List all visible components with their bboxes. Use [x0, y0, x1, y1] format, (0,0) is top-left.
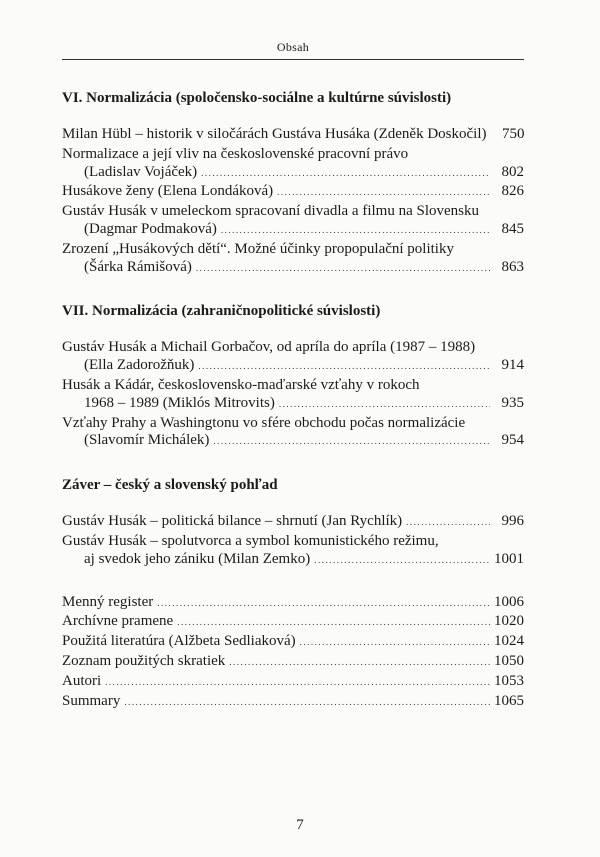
toc-page-number: 1006 — [494, 593, 524, 610]
toc-entry-text: aj svedok jeho zániku (Milan Zemko) — [84, 550, 311, 567]
toc-entry[interactable] — [62, 146, 524, 183]
toc-entry-title-line — [62, 126, 524, 145]
section-title: VII. Normalizácia (zahraničnopolitické súvislosti) — [62, 303, 381, 320]
toc-entry[interactable] — [62, 533, 524, 570]
toc-entry-text: Gustáv Husák – politická bilance – shrnutí (Jan Rychlík) — [62, 513, 403, 530]
toc-entry-list — [62, 513, 524, 569]
toc-entry-title-line — [62, 613, 524, 632]
dot-leader — [177, 614, 490, 632]
toc-entry-text: (Šárka Rámišová) — [84, 258, 192, 275]
toc-entry-text: (Ella Zadorožňuk) — [84, 357, 195, 374]
toc-entry-text: Gustáv Husák v umeleckom spracovaní divadla a filmu na Slovensku — [62, 203, 479, 220]
toc-entry-title-line — [62, 339, 524, 357]
toc-entry-continuation-line — [62, 164, 524, 183]
toc-entry[interactable] — [62, 415, 524, 452]
toc-entry-text: Archívne pramene — [62, 613, 174, 630]
toc-entry-continuation-line — [62, 395, 524, 414]
toc-entry[interactable] — [62, 633, 524, 652]
toc-page-number: 1001 — [494, 550, 524, 567]
toc-entry-title-line — [62, 693, 524, 712]
toc-entry-text: Autori — [62, 672, 102, 689]
toc-entry-text: Zrození „Husákových dětí“. Možné účinky propopulační politiky — [62, 240, 454, 257]
page-number: 7 — [296, 817, 304, 833]
toc-entry-text: Vzťahy Prahy a Washingtonu vo sfére obchodu počas normalizácie — [62, 414, 466, 431]
toc-entry-text: Husákove ženy (Elena Londáková) — [62, 183, 274, 200]
running-header: Obsah — [276, 40, 310, 54]
dot-leader — [221, 222, 490, 240]
dot-leader — [229, 654, 490, 672]
dot-leader — [157, 595, 490, 613]
dot-leader — [105, 674, 490, 692]
toc-entry-continuation-line — [62, 432, 524, 451]
dot-leader — [406, 514, 490, 532]
toc-entry-title-line — [62, 377, 524, 395]
toc-entry[interactable] — [62, 203, 524, 240]
toc-entry[interactable] — [62, 183, 524, 202]
toc-entry[interactable] — [62, 613, 524, 632]
dot-leader — [201, 165, 490, 183]
toc-entry-text: 1968 – 1989 (Miklós Mitrovits) — [84, 394, 275, 411]
toc-entry-title-line — [62, 513, 524, 532]
table-of-contents — [62, 88, 524, 735]
toc-entry-continuation-line — [62, 551, 524, 570]
toc-entry-continuation-line — [62, 221, 524, 240]
dot-leader — [196, 260, 490, 278]
toc-entry-title-line — [62, 633, 524, 652]
dot-leader — [124, 694, 490, 712]
toc-entry[interactable] — [62, 513, 524, 532]
toc-entry[interactable] — [62, 377, 524, 414]
toc-entry[interactable] — [62, 241, 524, 278]
toc-entry-title-line — [62, 203, 524, 221]
header-rule — [62, 59, 524, 60]
toc-page-number: 1065 — [494, 692, 524, 709]
toc-entry-list — [62, 339, 524, 451]
toc-entry[interactable] — [62, 126, 524, 145]
toc-entry[interactable] — [62, 653, 524, 672]
toc-entry-text: Husák a Kádár, československo-maďarské vzťahy v rokoch — [62, 376, 420, 393]
toc-entry[interactable] — [62, 339, 524, 376]
toc-entry-title-line — [62, 673, 524, 692]
toc-entry[interactable] — [62, 693, 524, 712]
toc-page-number: 1050 — [494, 652, 524, 669]
toc-entry-text: Summary — [62, 692, 121, 709]
toc-page-number: 1024 — [494, 633, 524, 650]
dot-leader — [300, 634, 490, 652]
dot-leader — [277, 184, 490, 202]
dot-leader — [314, 552, 490, 570]
toc-entry[interactable] — [62, 673, 524, 692]
toc-entry-text: Normalizace a její vliv na československé pracovní právo — [62, 145, 409, 162]
toc-entry-title-line — [62, 183, 524, 202]
toc-page-number: 863 — [501, 258, 524, 275]
toc-page-number: 935 — [501, 394, 524, 411]
toc-entry-continuation-line — [62, 259, 524, 278]
toc-entry-text: (Slavomír Michálek) — [84, 432, 210, 449]
toc-entry-title-line — [62, 415, 524, 433]
toc-entry-title-line — [62, 241, 524, 259]
toc-page-number: 954 — [501, 432, 524, 449]
toc-entry-text: Gustáv Husák a Michail Gorbačov, od apríla do apríla (1987 – 1988) — [62, 339, 476, 356]
toc-page-number: 826 — [501, 183, 524, 200]
toc-page-number: 802 — [501, 163, 524, 180]
toc-entry-text: Použitá literatúra (Alžbeta Sedliaková) — [62, 633, 296, 650]
section-title: VI. Normalizácia (spoločensko-sociálne a kultúrne súvislosti) — [62, 90, 452, 106]
toc-page-number: 1020 — [494, 613, 524, 630]
dot-leader — [279, 396, 490, 414]
toc-entry[interactable] — [62, 594, 524, 613]
toc-page-number: 1053 — [494, 672, 524, 689]
toc-entry-text: Zoznam použitých skratiek — [62, 652, 226, 669]
toc-entry-text: (Ladislav Vojáček) — [84, 163, 198, 180]
toc-entry-list — [62, 594, 524, 712]
toc-entry-continuation-line — [62, 357, 524, 376]
toc-page-number: 845 — [501, 220, 524, 237]
section-title: Záver – český a slovenský pohľad — [62, 477, 278, 494]
toc-entry-title-line — [62, 533, 524, 551]
toc-entry-title-line — [62, 594, 524, 613]
toc-page-number: 750 — [501, 126, 525, 142]
toc-page-number: 996 — [501, 513, 524, 530]
toc-page-number: 914 — [501, 357, 524, 374]
toc-entry-text: Gustáv Husák – spolutvorca a symbol komunistického režimu, — [62, 532, 439, 549]
toc-entry-title-line — [62, 146, 524, 164]
dot-leader — [198, 358, 490, 376]
toc-entry-text: (Dagmar Podmaková) — [84, 220, 217, 237]
toc-entry-text: Menný register — [62, 593, 154, 610]
toc-entry-text: Milan Hübl – historik v siločárách Gustáva Husáka (Zdeněk Doskočil) — [62, 126, 487, 142]
toc-entry-title-line — [62, 653, 524, 672]
toc-entry-list — [62, 126, 524, 277]
dot-leader — [213, 433, 490, 451]
